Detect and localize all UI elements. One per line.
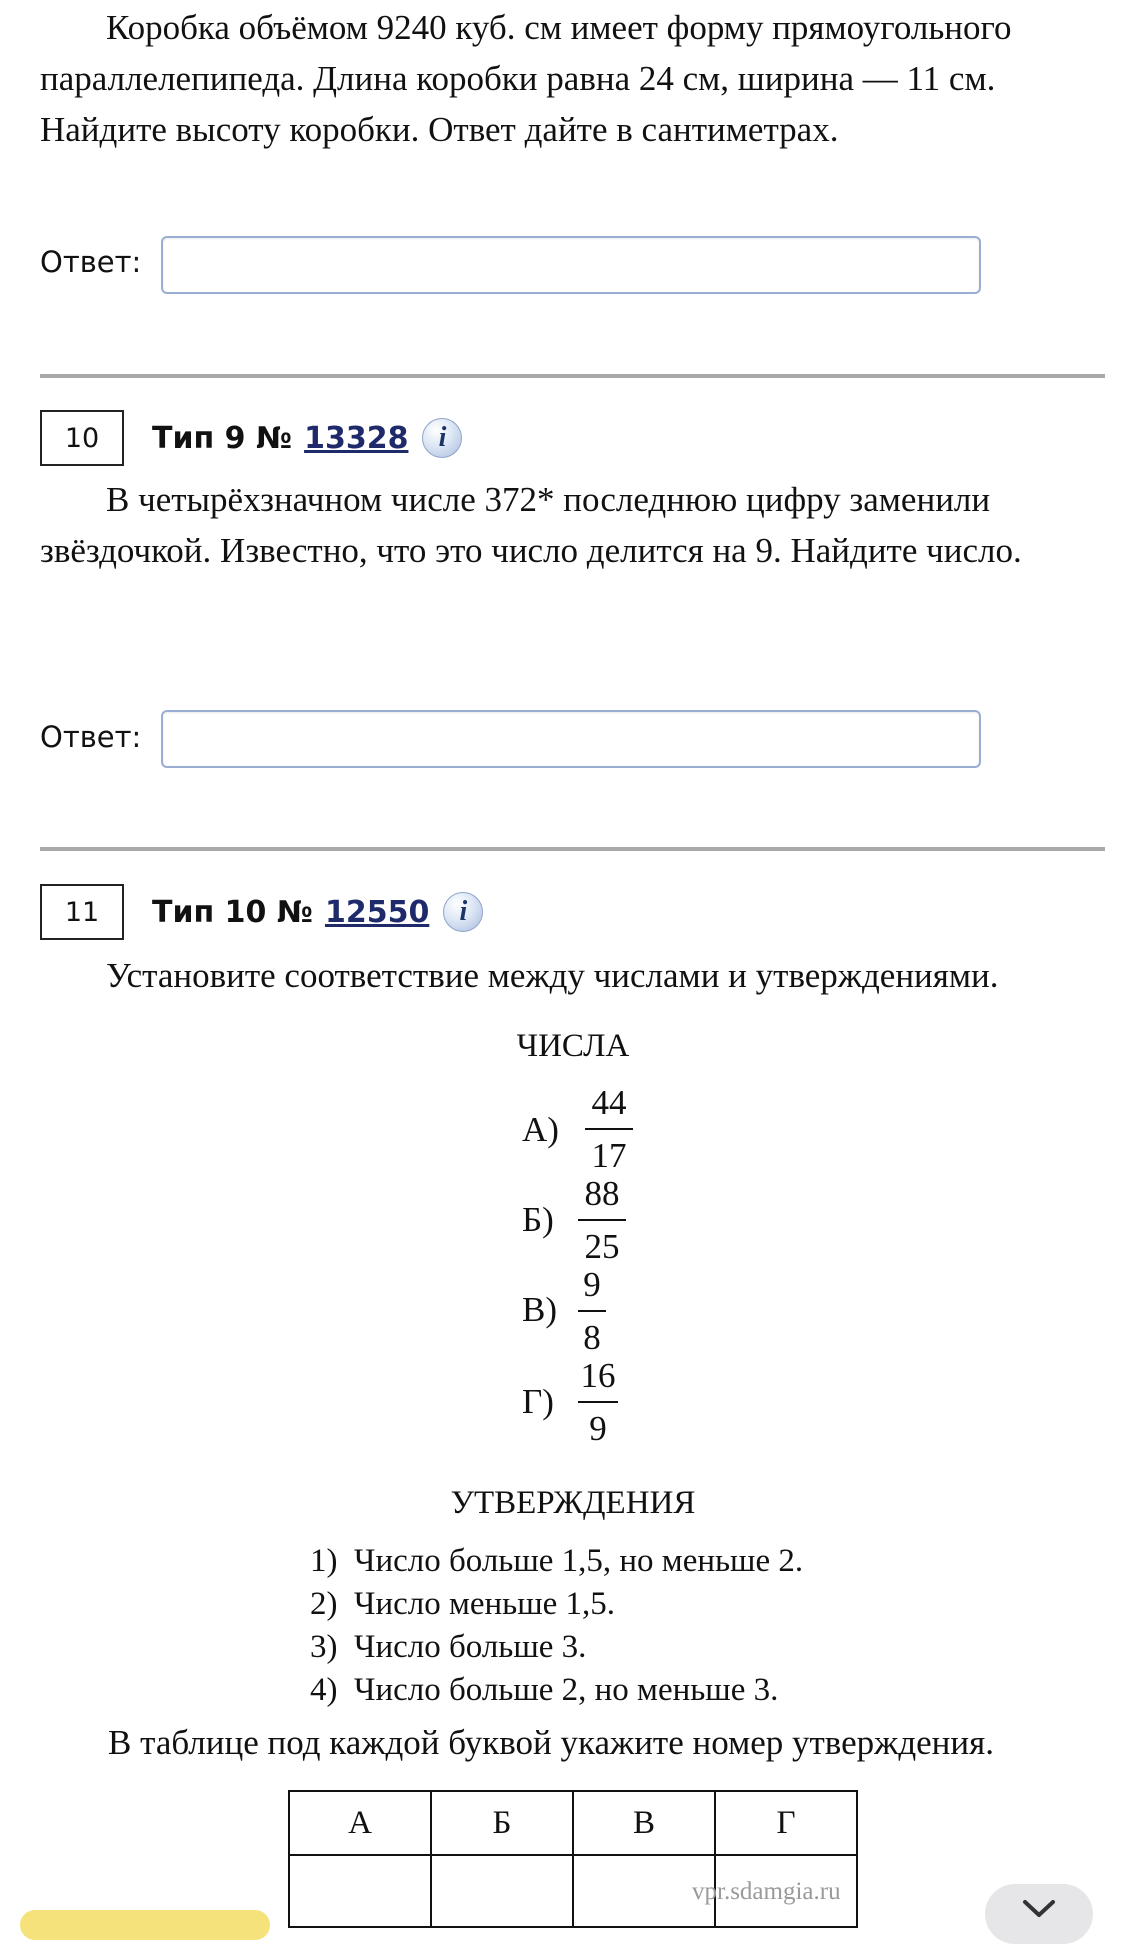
statement-text: Число больше 3. (354, 1629, 587, 1665)
option-letter: Г) (522, 1382, 554, 1421)
fraction-numerator: 44 (591, 1083, 627, 1122)
fraction-denominator: 8 (583, 1318, 601, 1357)
statement-number: 1) (310, 1543, 338, 1579)
task11-text: Установите соответствие между числами и утверждениями. (106, 956, 999, 995)
fraction-bar (578, 1401, 618, 1403)
fraction (578, 1356, 618, 1449)
table-row (289, 1791, 857, 1855)
fraction-denominator: 9 (589, 1409, 607, 1448)
info-icon[interactable]: i (443, 892, 483, 932)
task11-type-label: Тип 10 № (152, 894, 313, 930)
list-item (310, 1540, 803, 1583)
statement-number: 4) (310, 1672, 338, 1708)
fraction-numerator: 88 (584, 1174, 620, 1213)
statements-list (310, 1540, 803, 1712)
option-letter: А) (522, 1110, 559, 1149)
option-letter: В) (522, 1290, 557, 1329)
task10-type-label: Тип 9 № (152, 420, 293, 456)
task9-answer-input[interactable] (161, 236, 981, 294)
task9-text: Коробка объёмом 9240 куб. см имеет форму прямоугольного параллелепипеда. Длина коробки равна 24 см, ширина — 11 см. Найдите высоту коробки. Ответ дайте в сантиметрах. (40, 8, 1012, 149)
option-letter: Б) (522, 1200, 554, 1239)
statement-number: 3) (310, 1629, 338, 1665)
task9-answer-label: Ответ: (40, 245, 142, 279)
statement-text: Число больше 2, но меньше 3. (354, 1672, 779, 1708)
scroll-down-button[interactable] (985, 1884, 1093, 1944)
fraction (578, 1265, 606, 1358)
fraction-bar (585, 1128, 633, 1130)
watermark: vpr.sdamgia.ru (692, 1878, 841, 1905)
list-item (310, 1583, 803, 1626)
fraction-numerator: 9 (583, 1265, 601, 1304)
list-item (310, 1669, 803, 1712)
task10-number-box: 10 (40, 410, 124, 466)
statement-text: Число меньше 1,5. (354, 1586, 616, 1622)
task10-answer-input[interactable] (161, 710, 981, 768)
fraction (585, 1083, 633, 1176)
fraction-denominator: 25 (584, 1227, 620, 1266)
answer-cell[interactable] (289, 1855, 431, 1927)
answer-table (288, 1790, 858, 1928)
bottom-left-button[interactable] (20, 1910, 270, 1940)
task10-text: В четырёхзначном числе 372* последнюю цифру заменили звёздочкой. Известно, что это число делится на 9. Найдите число. (40, 480, 1022, 570)
fraction-bar (578, 1219, 626, 1221)
fraction-numerator: 16 (580, 1356, 616, 1395)
table-header-cell: Б (431, 1791, 573, 1855)
table-instruction: В таблице под каждой буквой укажите номер утверждения. (108, 1723, 994, 1762)
task11-id-link[interactable]: 12550 (324, 894, 430, 930)
statement-number: 2) (310, 1586, 338, 1622)
table-header-cell: В (573, 1791, 715, 1855)
chevron-down-icon (1021, 1898, 1057, 1920)
fraction-denominator: 17 (591, 1136, 627, 1175)
numbers-heading: ЧИСЛА (516, 1028, 630, 1064)
task10-id-link[interactable]: 13328 (304, 420, 409, 456)
task11-header (152, 892, 483, 932)
fraction (578, 1174, 626, 1267)
divider (40, 374, 1105, 378)
task10-header (152, 418, 462, 458)
table-header-cell: А (289, 1791, 431, 1855)
divider (40, 847, 1105, 851)
answer-cell[interactable] (431, 1855, 573, 1927)
table-header-cell: Г (715, 1791, 857, 1855)
task10-answer-label: Ответ: (40, 720, 142, 754)
statement-text: Число больше 1,5, но меньше 2. (354, 1543, 804, 1579)
statements-heading: УТВЕРЖДЕНИЯ (450, 1485, 696, 1521)
fraction-bar (578, 1310, 606, 1312)
info-icon[interactable]: i (422, 418, 462, 458)
list-item (310, 1626, 803, 1669)
task11-number-box: 11 (40, 884, 124, 940)
